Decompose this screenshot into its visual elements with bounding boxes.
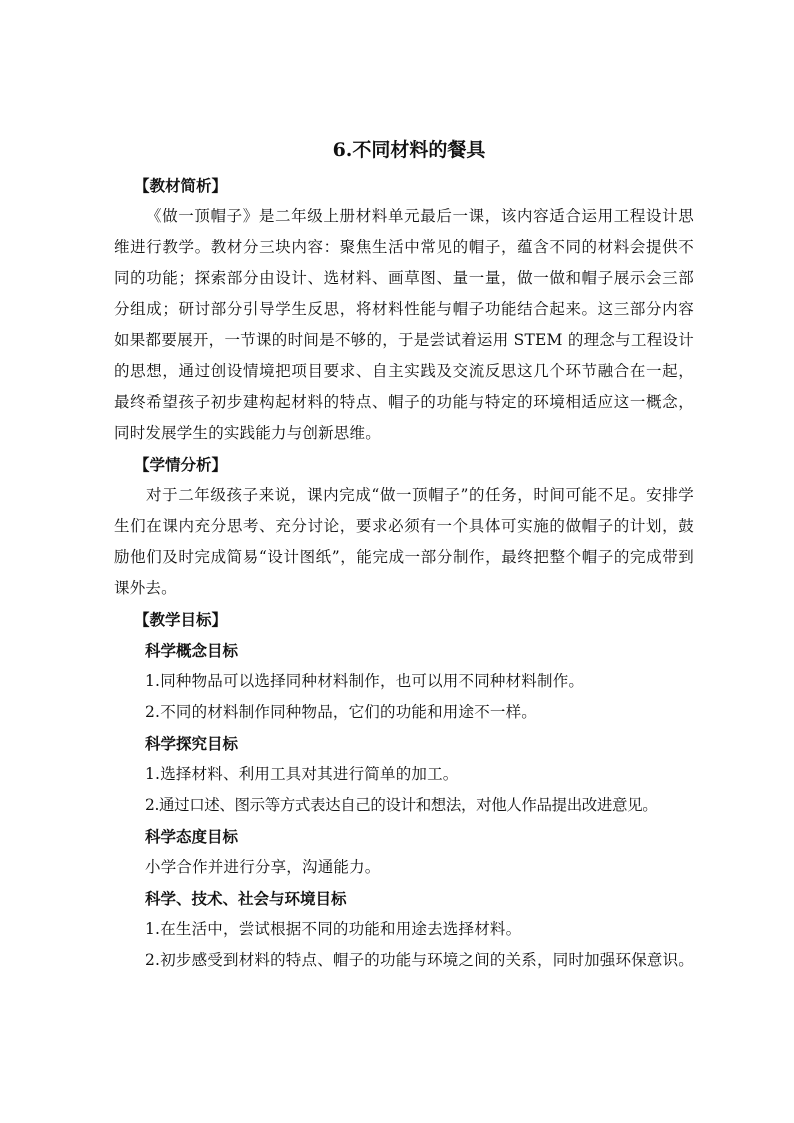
goal-heading-stse: 科学、技术、社会与环境目标: [145, 889, 347, 908]
section-heading-students: 【学情分析】: [134, 455, 228, 474]
goal-item: 2.初步感受到材料的特点、帽子的功能与环境之间的关系，同时加强环保意识。: [145, 951, 694, 969]
paragraph-textbook: 《做一顶帽子》是二年级上册材料单元最后一课，该内容适合运用工程设计思维进行教学。教材分三块内容：聚焦生活中常见的帽子，蕴含不同的材料会提供不同的功能；探索部分由设计、选材料、画草图、量一量，做一做和帽子展示会三部分组成；研讨部分引导学生反思，将材料性能与帽子功能结合起来。这三部分内容如果都要展开，一节课的时间是不够的，于是尝试着运用 STEM 的理念与工程设计的思想，通过创设情境把项目要求、自主实践及交流反思这几个环节融合在一起，最终希望孩子初步建构起材料的特点、帽子的功能与特定的环境相适应这一概念，同时发展学生的实践能力与创新思维。: [114, 207, 694, 442]
document-body: [114, 134, 694, 976]
section-heading-goals: 【教学目标】: [134, 610, 228, 629]
goal-heading-inquiry: 科学探究目标: [145, 734, 239, 753]
goal-item: 1.同种物品可以选择同种材料制作，也可以用不同种材料制作。: [145, 672, 585, 690]
goal-item: 1.选择材料、利用工具对其进行简单的加工。: [145, 765, 459, 783]
goal-item: 2.不同的材料制作同种物品，它们的功能和用途不一样。: [145, 703, 537, 721]
section-heading-textbook: 【教材简析】: [134, 176, 228, 195]
goal-item: 1.在生活中，尝试根据不同的功能和用途去选择材料。: [145, 920, 522, 938]
goal-heading-attitude: 科学态度目标: [145, 827, 239, 846]
goal-item: 2.通过口述、图示等方式表达自己的设计和想法，对他人作品提出改进意见。: [145, 796, 658, 814]
goal-heading-concept: 科学概念目标: [145, 641, 239, 660]
goal-item: 小学合作并进行分享，沟通能力。: [145, 858, 381, 876]
paragraph-students: 对于二年级孩子来说，课内完成“做一顶帽子”的任务，时间可能不足。安排学生们在课内充分思考、充分讨论，要求必须有一个具体可实施的做帽子的计划，鼓励他们及时完成简易“设计图纸”，能完成一部分制作，最终把整个帽子的完成带到课外去。: [114, 486, 694, 597]
page-title: 6.不同材料的餐具: [332, 139, 486, 161]
